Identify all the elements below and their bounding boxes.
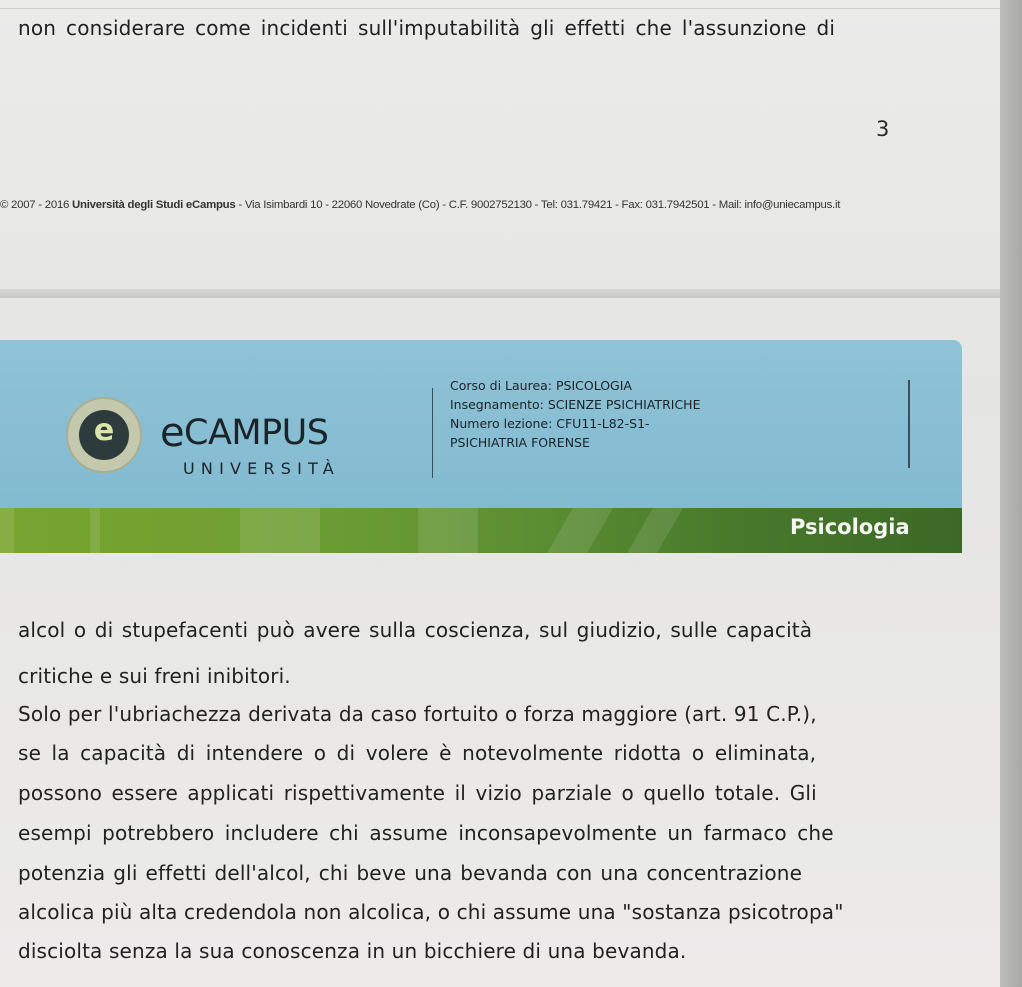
band-stripe <box>418 508 478 553</box>
header-right-rule <box>908 380 910 468</box>
brand-subtitle: UNIVERSITÀ <box>183 459 340 478</box>
footer-copyright: © 2007 - 2016 <box>0 199 70 211</box>
brand-e: e <box>160 410 185 456</box>
ecampus-logo-icon <box>66 397 142 473</box>
band-stripe <box>0 508 14 553</box>
course-label: Corso di Laurea: PSICOLOGIA <box>450 378 632 393</box>
body-line: alcol o di stupefacenti può avere sulla coscienza, sul giudizio, sulle capacità <box>18 618 813 642</box>
logo-letter: e <box>93 413 115 448</box>
previous-page-text-line: non considerare come incidenti sull'imputabilità gli effetti che l'assunzione di <box>18 16 836 40</box>
page-number: 3 <box>876 117 890 141</box>
band-stripe <box>90 508 100 553</box>
logo-inner-disc <box>79 410 129 460</box>
band-stripe <box>547 508 613 553</box>
band-stripe <box>240 508 320 553</box>
band-stripe <box>627 508 683 553</box>
body-line: possono essere applicati rispettivamente il vizio parziale o quello totale. Gli <box>18 781 817 805</box>
body-line: se la capacità di intendere o di volere è notevolmente ridotta o eliminata, <box>18 741 817 765</box>
body-line: Solo per l'ubriachezza derivata da caso fortuito o forza maggiore (art. 91 C.P.), <box>18 702 817 726</box>
page-edge-shadow <box>1000 0 1022 987</box>
lesson-title-label: PSICHIATRIA FORENSE <box>450 435 590 450</box>
subject-label: Insegnamento: SCIENZE PSICHIATRICHE <box>450 397 701 412</box>
body-line: disciolta senza la sua conoscenza in un bicchiere di una bevanda. <box>18 939 687 963</box>
top-rule <box>0 8 1000 9</box>
body-line: potenzia gli effetti dell'alcol, chi beve una bevanda con una concentrazione <box>18 861 803 885</box>
section-label: Psicologia <box>790 515 910 539</box>
page-break <box>0 289 1000 298</box>
brand-name: CAMPUS <box>184 413 329 453</box>
footer-details: - Via Isimbardi 10 - 22060 Novedrate (Co) - C.F. 9002752130 - Tel: 031.79421 - Fax: 031.7942501 - Mail: info@uniecampus.it <box>238 199 841 211</box>
body-line: critiche e sui freni inibitori. <box>18 664 291 688</box>
body-line: esempi potrebbero includere chi assume inconsapevolmente un farmaco che <box>18 821 834 845</box>
footer-university: Università degli Studi eCampus <box>72 199 236 211</box>
body-line: alcolica più alta credendola non alcolica, o chi assume una "sostanza psicotropa" <box>18 900 844 924</box>
header-divider <box>432 388 433 478</box>
page-footer <box>0 199 840 211</box>
lesson-number-label: Numero lezione: CFU11-L82-S1- <box>450 416 650 431</box>
